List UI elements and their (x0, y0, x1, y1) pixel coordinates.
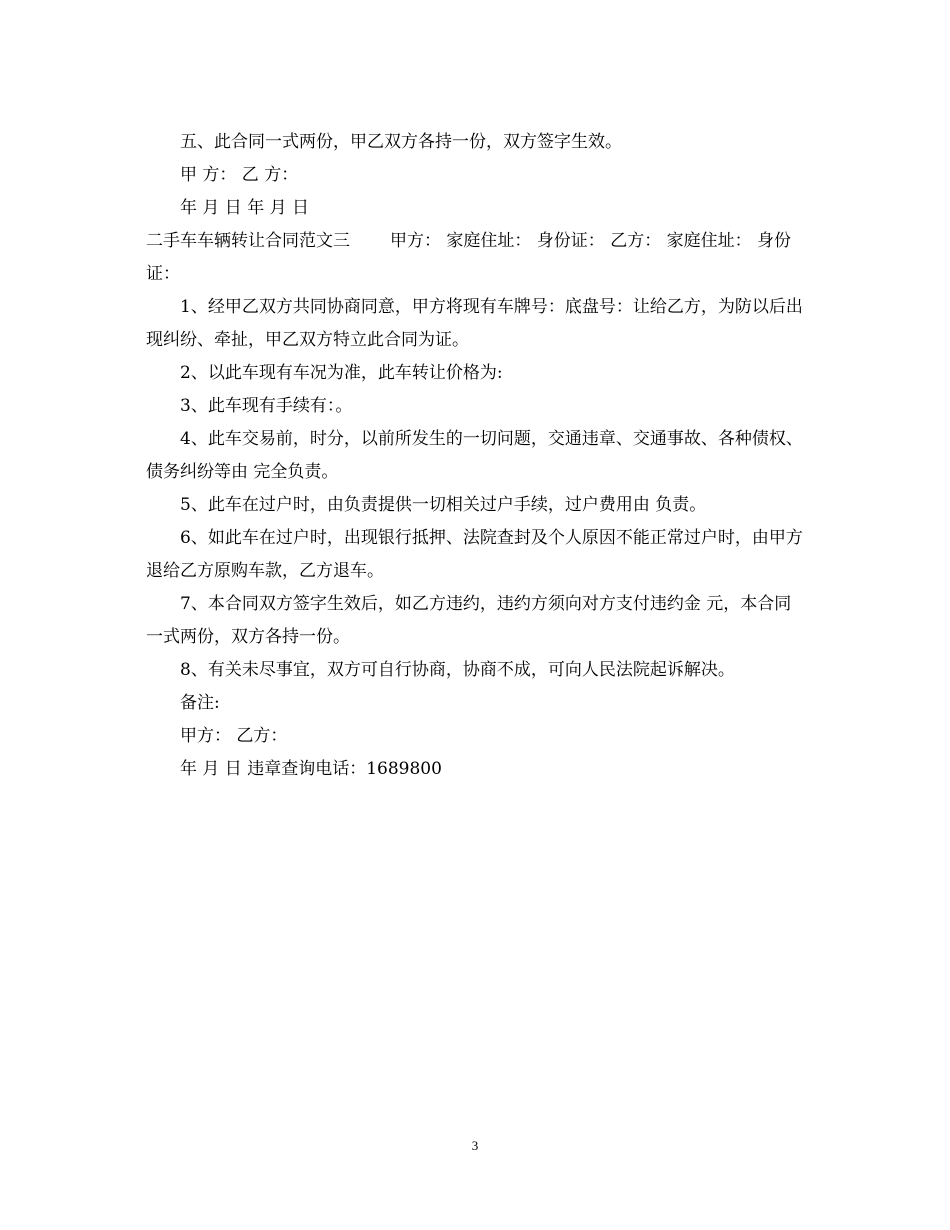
signature-parties-line: 甲 方： 乙 方： (180, 165, 299, 185)
section-heading-line (146, 225, 808, 291)
clause-5: 5、此车在过户时，由负责提供一切相关过户手续，过户费用由 负责。 (180, 495, 707, 515)
section-title: 二手车车辆转让合同范文三 (146, 231, 350, 251)
clause-8: 8、有关未尽事宜，双方可自行协商，协商不成，可向人民法院起诉解决。 (180, 660, 735, 680)
parties-info: 甲方： 家庭住址： 身份证： 乙方： 家庭住址： 身份证： (146, 231, 792, 284)
clause-7: 7、本合同双方签字生效后，如乙方违约，违约方须向对方支付违约金 元，本合同一式两份，双方各持一份。 (146, 594, 792, 647)
page-number: 3 (471, 1138, 479, 1153)
signature-date-line: 年 月 日 年 月 日 (180, 198, 310, 218)
remarks-label: 备注: (180, 693, 220, 713)
clause-4: 4、此车交易前，时分，以前所发生的一切问题，交通违章、交通事故、各种债权、债务纠纷等由 完全负责。 (146, 429, 803, 482)
document-body (146, 126, 808, 786)
signature-parties-line-2: 甲方： 乙方： (180, 726, 288, 746)
clause-2: 2、以此车现有车况为准，此车转让价格为: (180, 363, 503, 383)
clause-3: 3、此车现有手续有：。 (180, 396, 353, 416)
signature-date-phone-line: 年 月 日 违章查询电话：1689800 (180, 759, 442, 779)
clause-1: 1、经甲乙双方共同协商同意，甲方将现有车牌号：底盘号：让给乙方，为防以后出现纠纷、牵扯，甲乙双方特立此合同为证。 (146, 297, 803, 350)
clause-6: 6、如此车在过户时，出现银行抵押、法院查封及个人原因不能正常过户时，由甲方退给乙方原购车款，乙方退车。 (146, 528, 803, 581)
clause-five-previous: 五、此合同一式两份，甲乙双方各持一份，双方签字生效。 (180, 132, 622, 152)
